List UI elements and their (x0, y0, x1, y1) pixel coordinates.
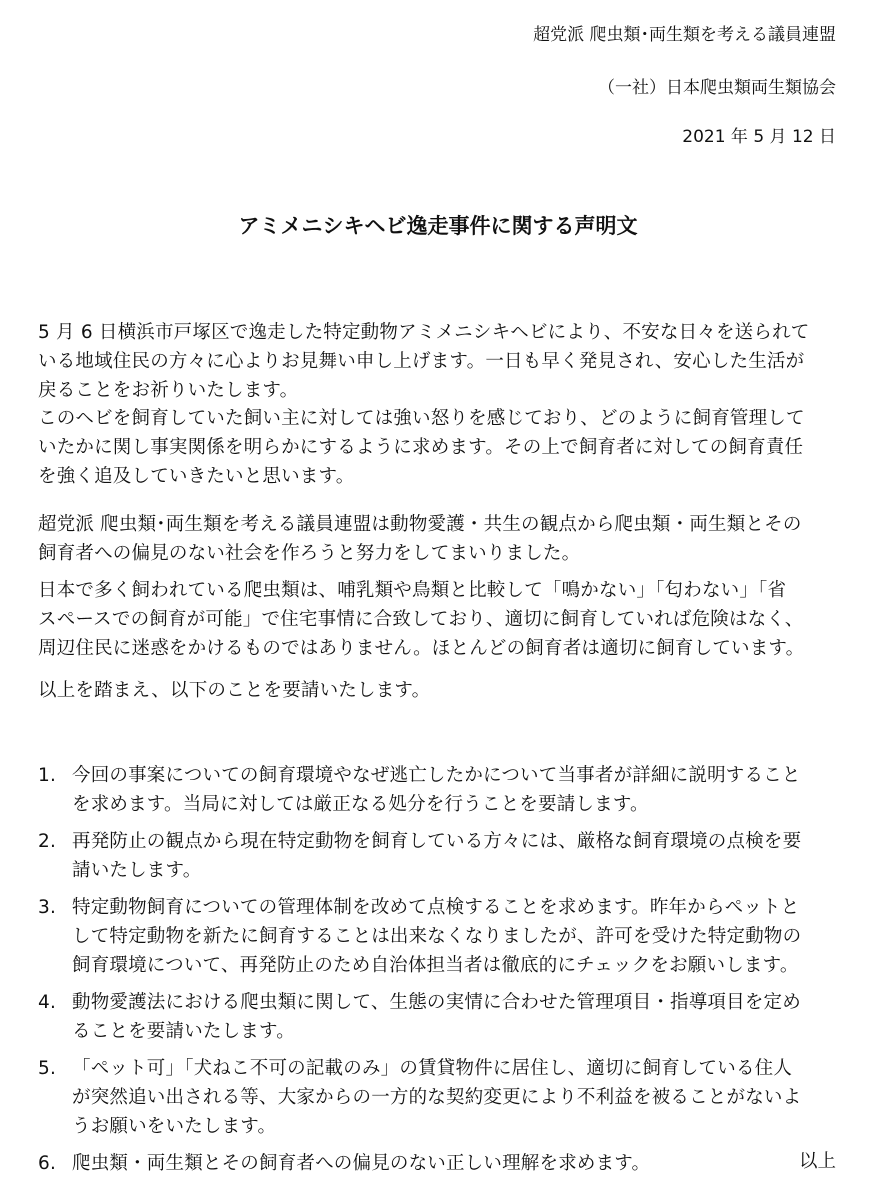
paragraph-line: いたかに関し事実関係を明らかにするように求めます。その上で飼育者に対しての飼育責任 (38, 437, 804, 458)
paragraph-line: いる地域住民の方々に心よりお見舞い申し上げます。一日も早く発見され、安心した生活が (38, 351, 805, 372)
request-item-3 (38, 893, 848, 980)
request-line: 飼育環境について、再発防止のため自治体担当者は徹底的にチェックをお願いします。 (72, 955, 799, 976)
request-line: ることを要請いたします。 (72, 1021, 295, 1042)
paragraph-line: 飼育者への偏見のない社会を作ろうと努力をしてまいりました。 (38, 543, 581, 564)
request-line: 「ペット可」「犬ねこ不可の記載のみ」の賃貸物件に居住し、適切に飼育している住人 (72, 1058, 793, 1079)
paragraph-league-efforts (38, 510, 838, 568)
request-number: 5. (38, 1058, 57, 1079)
request-line: 請いたします。 (72, 860, 202, 881)
paragraph-line: 以上を踏まえ、以下のことを要請いたします。 (38, 680, 431, 701)
request-number: 1. (38, 765, 57, 786)
paragraph-line: スペースでの飼育が可能」で住宅事情に合致しており、適切に飼育していれば危険はなく、 (38, 609, 804, 630)
issuer-parliamentary-league: 超党派 爬虫類･両生類を考える議員連盟 (533, 25, 836, 45)
request-line: うお願いをいたします。 (72, 1116, 277, 1137)
request-list (38, 761, 848, 1186)
issuer-association: （一社）日本爬虫類両生類協会 (598, 78, 836, 98)
request-line: 特定動物飼育についての管理体制を改めて点検することを求めます。昨年からペットと (72, 897, 800, 918)
paragraph-line: 超党派 爬虫類･両生類を考える議員連盟は動物愛護・共生の観点から爬虫類・両生類とその (38, 514, 802, 535)
request-item-6 (38, 1149, 848, 1178)
request-item-2 (38, 827, 848, 885)
request-number: 2. (38, 831, 57, 852)
request-number: 4. (38, 992, 57, 1013)
request-line: が突然追い出される等、大家からの一方的な契約変更により不利益を被ることがないよ (72, 1087, 802, 1108)
request-line: 動物愛護法における爬虫類に関して、生態の実情に合わせた管理項目・指導項目を定め (72, 992, 801, 1013)
request-item-1 (38, 761, 848, 819)
paragraph-request-intro (38, 676, 838, 705)
request-line: を求めます。当局に対しては厳正なる処分を行うことを要請します。 (72, 794, 649, 815)
paragraph-line: 日本で多く飼われている爬虫類は、哺乳類や鳥類と比較して「鳴かない」「匂わない」「省 (38, 580, 787, 601)
request-line: 再発防止の観点から現在特定動物を飼育している方々には、厳格な飼育環境の点検を要 (72, 831, 802, 852)
request-item-4 (38, 988, 848, 1046)
request-line: して特定動物を新たに飼育することは出来なくなりましたが、許可を受けた特定動物の (72, 926, 802, 947)
request-line: 今回の事案についての飼育環境やなぜ逃亡したかについて当事者が詳細に説明すること (72, 765, 801, 786)
closing-remark: 以上 (798, 1151, 836, 1172)
request-number: 3. (38, 897, 57, 918)
paragraph-line: 戻ることをお祈りいたします。 (38, 380, 299, 401)
paragraph-line: 5 月 6 日横浜市戸塚区で逸走した特定動物アミメニシキヘビにより、不安な日々を送られて (38, 322, 810, 343)
document-date: 2021 年 5 月 12 日 (682, 127, 836, 147)
paragraph-line: このヘビを飼育していた飼い主に対しては強い怒りを感じており、どのように飼育管理して (38, 408, 805, 429)
paragraph-owner-responsibility (38, 404, 838, 491)
paragraph-sympathy (38, 318, 838, 405)
paragraph-line: 周辺住民に迷惑をかけるものではありません。ほとんどの飼育者は適切に飼育しています。 (38, 638, 805, 659)
document-title: アミメニシキヘビ逸走事件に関する声明文 (238, 214, 638, 238)
request-number: 6. (38, 1153, 57, 1174)
request-item-5 (38, 1054, 848, 1141)
paragraph-line: を強く追及していきたいと思います。 (38, 466, 355, 487)
request-line: 爬虫類・両生類とその飼育者への偏見のない正しい理解を求めます。 (72, 1153, 651, 1174)
paragraph-reptile-keeping (38, 576, 838, 663)
